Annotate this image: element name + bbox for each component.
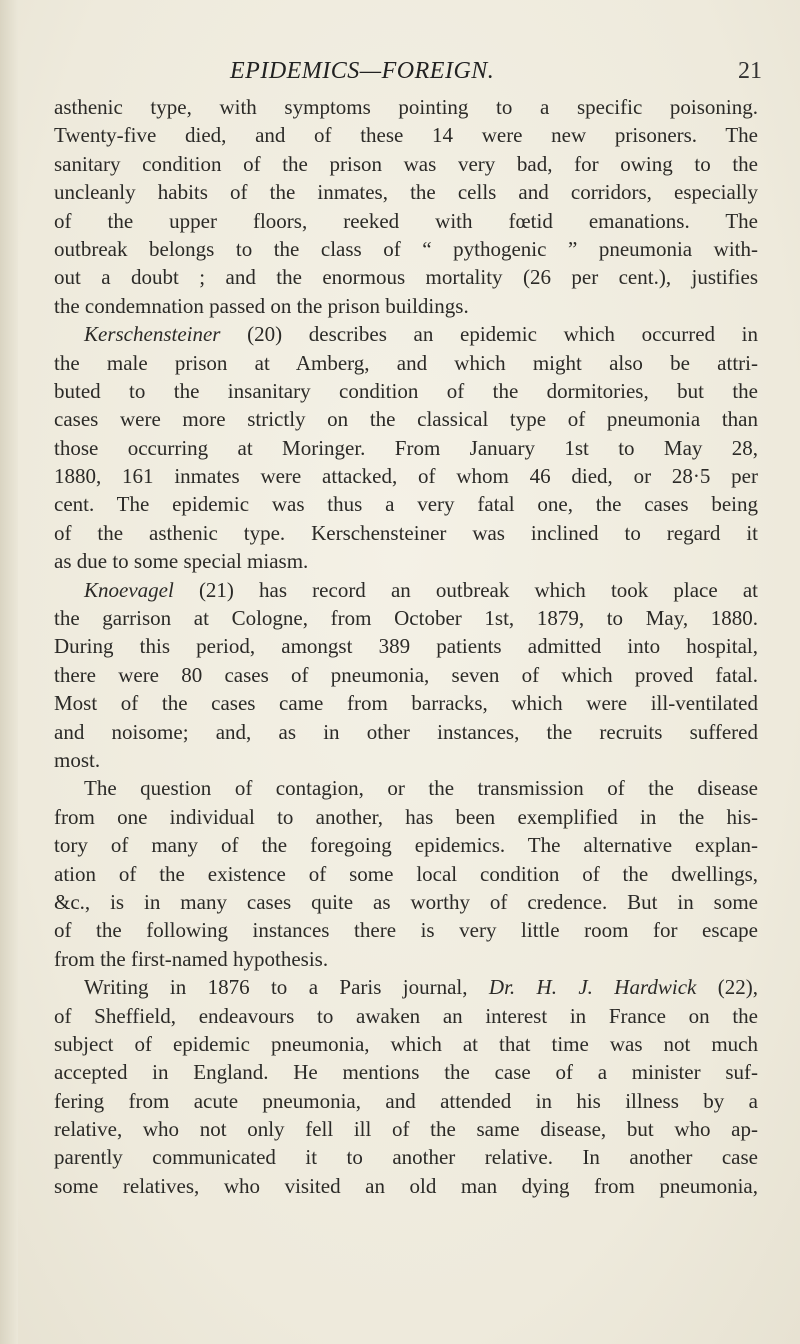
text-line: from one individual to another, has been exemplified in the his- bbox=[54, 804, 758, 829]
text-line: the male prison at Amberg, and which might also be attri- bbox=[54, 350, 758, 375]
paragraph-5 bbox=[54, 973, 758, 1200]
text-line: parently communicated it to another relative. In another case bbox=[54, 1145, 758, 1170]
text-line: as due to some special miasm. bbox=[54, 549, 309, 574]
running-title: EPIDEMICS—FOREIGN. bbox=[230, 58, 495, 84]
text-line: cent. The epidemic was thus a very fatal one, the cases being bbox=[54, 492, 758, 517]
text-line: of Sheffield, endeavours to awaken an interest in France on the bbox=[54, 1003, 758, 1028]
text-run: (22), bbox=[696, 975, 758, 1000]
text-line: accepted in England. He mentions the case of a minister suf- bbox=[54, 1060, 758, 1085]
paragraph-2 bbox=[54, 320, 758, 576]
text-run: Writing in 1876 to a Paris journal, bbox=[84, 975, 489, 1000]
text-run: (20) describes an epidemic which occurred in bbox=[220, 322, 758, 347]
text-line: uncleanly habits of the inmates, the cells and corridors, especially bbox=[54, 180, 758, 205]
text-line: from the first-named hypothesis. bbox=[54, 946, 329, 971]
text-line bbox=[54, 973, 758, 1001]
text-line: ation of the existence of some local condition of the dwellings, bbox=[54, 861, 758, 886]
text-line: sanitary condition of the prison was very bad, for owing to the bbox=[54, 151, 758, 176]
text-line: tory of many of the foregoing epidemics. The alternative explan- bbox=[54, 833, 758, 858]
body-text bbox=[54, 93, 758, 1200]
text-line: cases were more strictly on the classical type of pneumonia than bbox=[54, 407, 758, 432]
text-line: there were 80 cases of pneumonia, seven of which proved fatal. bbox=[54, 662, 758, 687]
text-line: out a doubt ; and the enormous mortality (26 per cent.), justifies bbox=[54, 265, 758, 290]
author-name: Knoevagel bbox=[84, 577, 174, 602]
paragraph-4 bbox=[54, 774, 758, 973]
text-line bbox=[54, 576, 758, 604]
text-line bbox=[54, 320, 758, 348]
text-line: subject of epidemic pneumonia, which at that time was not much bbox=[54, 1031, 758, 1056]
text-line: The question of contagion, or the transmission of the disease bbox=[84, 776, 758, 801]
text-line: of the upper floors, reeked with fœtid emanations. The bbox=[54, 208, 758, 233]
text-line: asthenic type, with symptoms pointing to a specific poisoning. bbox=[54, 95, 758, 119]
text-line: During this period, amongst 389 patients admitted into hospital, bbox=[54, 634, 758, 659]
text-line: 1880, 161 inmates were attacked, of whom 46 died, or 28·5 per bbox=[54, 464, 758, 489]
text-line: of the asthenic type. Kerschensteiner was inclined to regard it bbox=[54, 520, 758, 545]
text-line: most. bbox=[54, 747, 101, 772]
paragraph-1 bbox=[54, 93, 758, 320]
text-run: (21) has record an outbreak which took place at bbox=[173, 577, 758, 602]
text-line: Twenty-five died, and of these 14 were new prisoners. The bbox=[54, 123, 758, 148]
text-line: relative, who not only fell ill of the same disease, but who ap- bbox=[54, 1117, 758, 1142]
text-line: fering from acute pneumonia, and attended in his illness by a bbox=[54, 1088, 758, 1113]
text-line: the condemnation passed on the prison buildings. bbox=[54, 293, 469, 318]
author-name: Dr. H. J. Hardwick bbox=[488, 975, 697, 1000]
author-name: Kerschensteiner bbox=[84, 322, 221, 347]
text-line: outbreak belongs to the class of “ pythogenic ” pneumonia with- bbox=[54, 236, 758, 261]
text-line: buted to the insanitary condition of the dormitories, but the bbox=[54, 378, 758, 403]
page-number: 21 bbox=[738, 58, 762, 84]
text-line: of the following instances there is very little room for escape bbox=[54, 918, 758, 943]
text-line: and noisome; and, as in other instances, the recruits suffered bbox=[54, 719, 758, 744]
text-line: those occurring at Moringer. From January 1st to May 28, bbox=[54, 435, 758, 460]
paragraph-3 bbox=[54, 576, 758, 775]
page-gutter-shadow bbox=[0, 0, 18, 1344]
text-line: Most of the cases came from barracks, which were ill-ventilated bbox=[54, 691, 758, 716]
text-line: some relatives, who visited an old man dying from pneumonia, bbox=[54, 1173, 758, 1198]
text-line: &c., is in many cases quite as worthy of credence. But in some bbox=[54, 889, 758, 914]
text-line: the garrison at Cologne, from October 1st, 1879, to May, 1880. bbox=[54, 606, 758, 631]
